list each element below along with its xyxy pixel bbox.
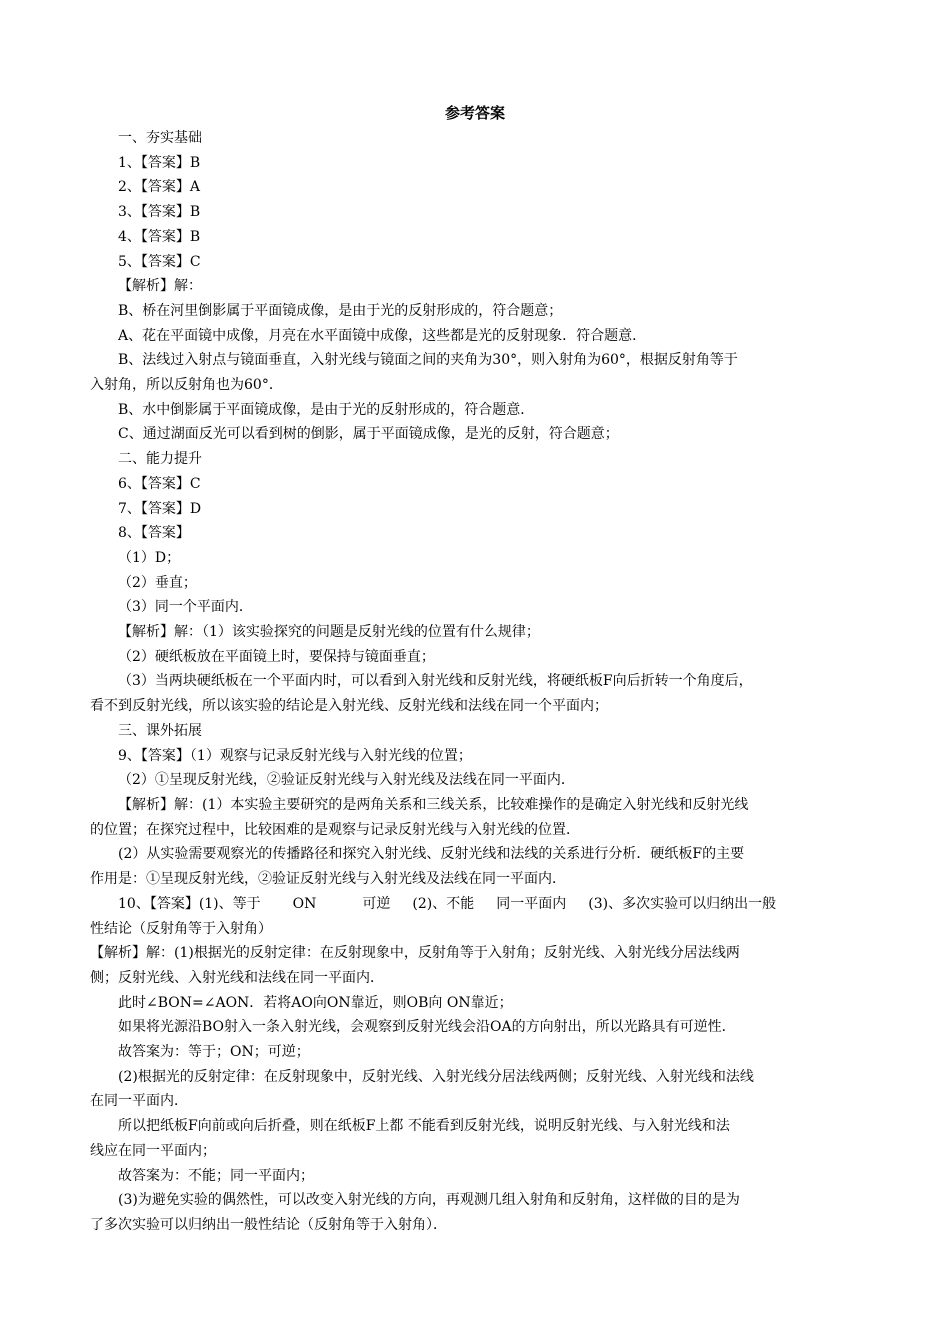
answer-line: 8、【答案】 <box>118 525 190 542</box>
analysis-line: 了多次实验可以归纳出一般性结论（反射角等于入射角）． <box>90 1216 447 1233</box>
analysis-line: 【解析】解：（1）该实验探究的问题是反射光线的位置有什么规律； <box>118 624 540 641</box>
answer-line: 4、【答案】B <box>118 228 201 245</box>
analysis-line: （3）当两块硬纸板在一个平面内时，可以看到入射光线和反射光线，将硬纸板F向后折转一个角度后， <box>118 673 753 690</box>
answer-line: 9、【答案】（1）观察与记录反射光线与入射光线的位置； <box>118 747 472 764</box>
answer-10-part: 可逆 <box>362 895 391 912</box>
analysis-line: 故答案为：等于；ON；可逆； <box>118 1044 310 1061</box>
answer-line: 2、【答案】A <box>118 179 201 196</box>
analysis-line: 所以把纸板F向前或向后折叠，则在纸板F上都 不能看到反射光线，说明反射光线、与入射光线和法 <box>118 1118 730 1135</box>
analysis-line: 【解析】解：(1）本实验主要研究的是两角关系和三线关系，比较难操作的是确定入射光线和反射光线 <box>118 796 749 813</box>
answer-line: 7、【答案】D <box>118 500 202 517</box>
answer-line: （3）同一个平面内． <box>118 599 253 616</box>
answer-line: （1）D； <box>118 549 181 566</box>
analysis-line: B、水中倒影属于平面镜成像，是由于光的反射形成的，符合题意． <box>118 401 535 418</box>
answer-10-part: 同一平面内 <box>496 895 567 912</box>
analysis-line: 看不到反射光线，所以该实验的结论是入射光线、反射光线和法线在同一个平面内； <box>90 698 608 715</box>
analysis-line: (3)为避免实验的偶然性，可以改变入射光线的方向，再观测几组入射角和反射角，这样做的目的是为 <box>118 1192 740 1209</box>
answer-10-part: 10、【答案】(1)、等于 <box>118 895 261 912</box>
analysis-line: 在同一平面内． <box>90 1093 188 1110</box>
analysis-line: B、法线过入射点与镜面垂直，入射光线与镜面之间的夹角为30°，则入射角为60°，根据反射角等于 <box>118 352 738 369</box>
analysis-line: 如果将光源沿BO射入一条入射光线，会观察到反射光线会沿OA的方向射出，所以光路具有可逆性． <box>118 1019 736 1036</box>
section-heading: 三、课外拓展 <box>118 722 202 739</box>
analysis-line: 的位置；在探究过程中，比较困难的是观察与记录反射光线与入射光线的位置． <box>90 821 580 838</box>
analysis-line: 【解析】解：(1)根据光的反射定律：在反射现象中，反射角等于入射角；反射光线、入射光线分居法线两 <box>90 945 740 962</box>
analysis-line: 故答案为：不能；同一平面内； <box>118 1167 314 1184</box>
analysis-line: 线应在同一平面内； <box>90 1142 216 1159</box>
analysis-line: （2）硬纸板放在平面镜上时，要保持与镜面垂直； <box>118 648 435 665</box>
answer-line: 5、【答案】C <box>118 253 201 270</box>
answer-line: 3、【答案】B <box>118 204 201 221</box>
analysis-line: (2）从实验需要观察光的传播路径和探究入射光线、反射光线和法线的关系进行分析．硬纸板F的主要 <box>118 846 745 863</box>
section-heading: 二、能力提升 <box>118 451 202 468</box>
answer-line: （2）垂直； <box>118 574 197 591</box>
answer-line: 性结论（反射角等于入射角） <box>90 920 272 937</box>
analysis-line: (2)根据光的反射定律：在反射现象中，反射光线、入射光线分居法线两侧；反射光线、入射光线和法线 <box>118 1068 754 1085</box>
answer-10-part: (2)、不能 <box>412 895 475 912</box>
section-heading: 一、夯实基础 <box>118 130 202 146</box>
analysis-line: 【解析】解： <box>118 278 202 295</box>
analysis-line: 入射角，所以反射角也为60°． <box>90 377 283 394</box>
answer-line: 6、【答案】C <box>118 475 201 492</box>
answer-line: （2）①呈现反射光线，②验证反射光线与入射光线及法线在同一平面内． <box>118 772 575 789</box>
answer-body <box>90 126 860 1238</box>
page-title: 参考答案 <box>444 104 505 122</box>
analysis-line: C、通过湖面反光可以看到树的倒影，属于平面镜成像，是光的反射，符合题意； <box>118 426 619 443</box>
answer-10-part: (3)、多次实验可以归纳出一般 <box>588 895 777 912</box>
answer-line: 1、【答案】B <box>118 154 201 171</box>
analysis-line: A、花在平面镜中成像，月亮在水平面镜中成像，这些都是光的反射现象．符合题意． <box>118 327 647 344</box>
analysis-line: B、桥在河里倒影属于平面镜成像，是由于光的反射形成的，符合题意； <box>118 302 563 319</box>
answer-10-part: ON <box>292 895 317 912</box>
analysis-line: 作用是：①呈现反射光线，②验证反射光线与入射光线及法线在同一平面内． <box>90 871 566 888</box>
answer-line-10 <box>90 892 860 917</box>
analysis-line: 此时∠BON=∠AON．若将AO向ON靠近，则OB向 ON靠近； <box>118 994 513 1011</box>
analysis-line: 侧；反射光线、入射光线和法线在同一平面内． <box>90 969 384 986</box>
